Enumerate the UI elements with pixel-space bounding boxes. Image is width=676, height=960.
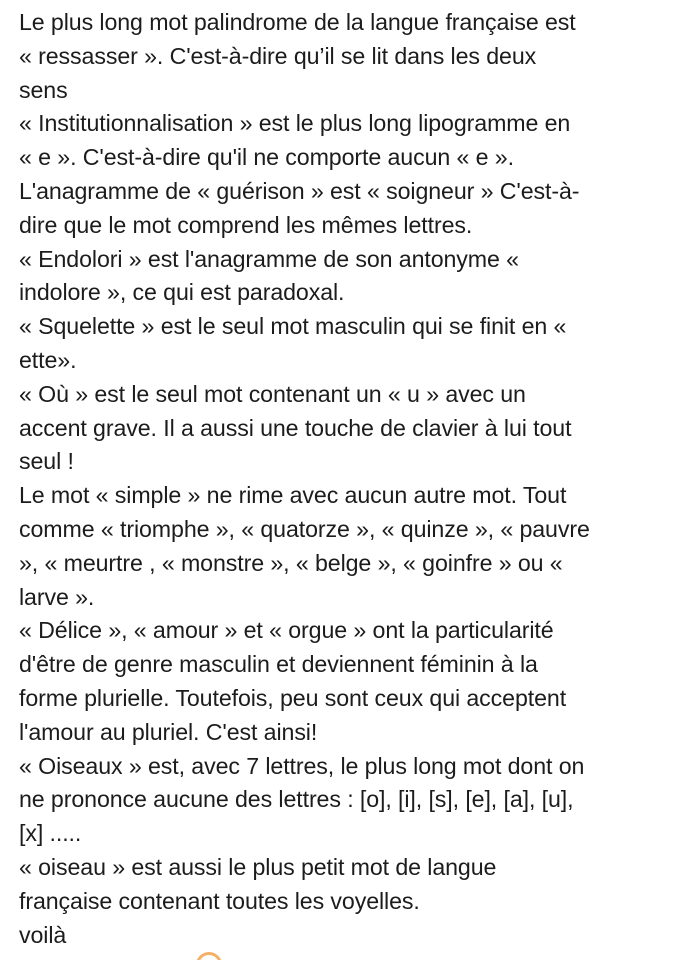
text-line: forme plurielle. Toutefois, peu sont ceux qui acceptent [19, 684, 567, 711]
text-line: ette». [19, 346, 77, 373]
text-line: « Institutionnalisation » est le plus long lipogramme en [19, 110, 571, 137]
text-line: « Squelette » est le seul mot masculin qui se finit en « [19, 313, 567, 340]
text-line: « Endolori » est l'anagramme de son antonyme « [19, 245, 519, 272]
reaction-icon [196, 952, 222, 960]
text-line: « Où » est le seul mot contenant un « u » avec un [19, 380, 526, 407]
text-line: « Oiseaux » est, avec 7 lettres, le plus long mot dont on [19, 752, 585, 779]
text-line: indolore », ce qui est paradoxal. [19, 279, 345, 306]
text-line: seul ! [19, 448, 74, 475]
text-line: « ressasser ». C'est-à-dire qu’il se lit dans les deux [19, 42, 537, 69]
text-line: dire que le mot comprend les mêmes lettres. [19, 211, 473, 238]
text-line: Le mot « simple » ne rime avec aucun autre mot. Tout [19, 482, 567, 509]
text-line: l'amour au pluriel. C'est ainsi! [19, 718, 318, 745]
text-line: larve ». [19, 583, 95, 610]
text-line: Le plus long mot palindrome de la langue française est [19, 9, 576, 35]
text-line: « e ». C'est-à-dire qu'il ne comporte aucun « e ». [19, 144, 514, 171]
text-line: comme « triomphe », « quatorze », « quinze », « pauvre [19, 515, 590, 542]
text-line: sens [19, 76, 68, 103]
text-line: française contenant toutes les voyelles. [19, 887, 420, 914]
text-line: d'être de genre masculin et deviennent féminin à la [19, 651, 538, 678]
text-line: « Délice », « amour » et « orgue » ont la particularité [19, 617, 554, 644]
text-line: [x] ..... [19, 820, 82, 847]
text-line: accent grave. Il a aussi une touche de clavier à lui tout [19, 414, 572, 441]
text-line: ne prononce aucune des lettres : [o], [i], [s], [e], [a], [u], [19, 786, 574, 813]
text-line: L'anagramme de « guérison » est « soigneur » C'est-à- [19, 177, 580, 204]
text-line: « oiseau » est aussi le plus petit mot de langue [19, 853, 497, 880]
text-line: », « meurtre , « monstre », « belge », « goinfre » ou « [19, 549, 563, 576]
text-line: voilà [19, 921, 67, 948]
